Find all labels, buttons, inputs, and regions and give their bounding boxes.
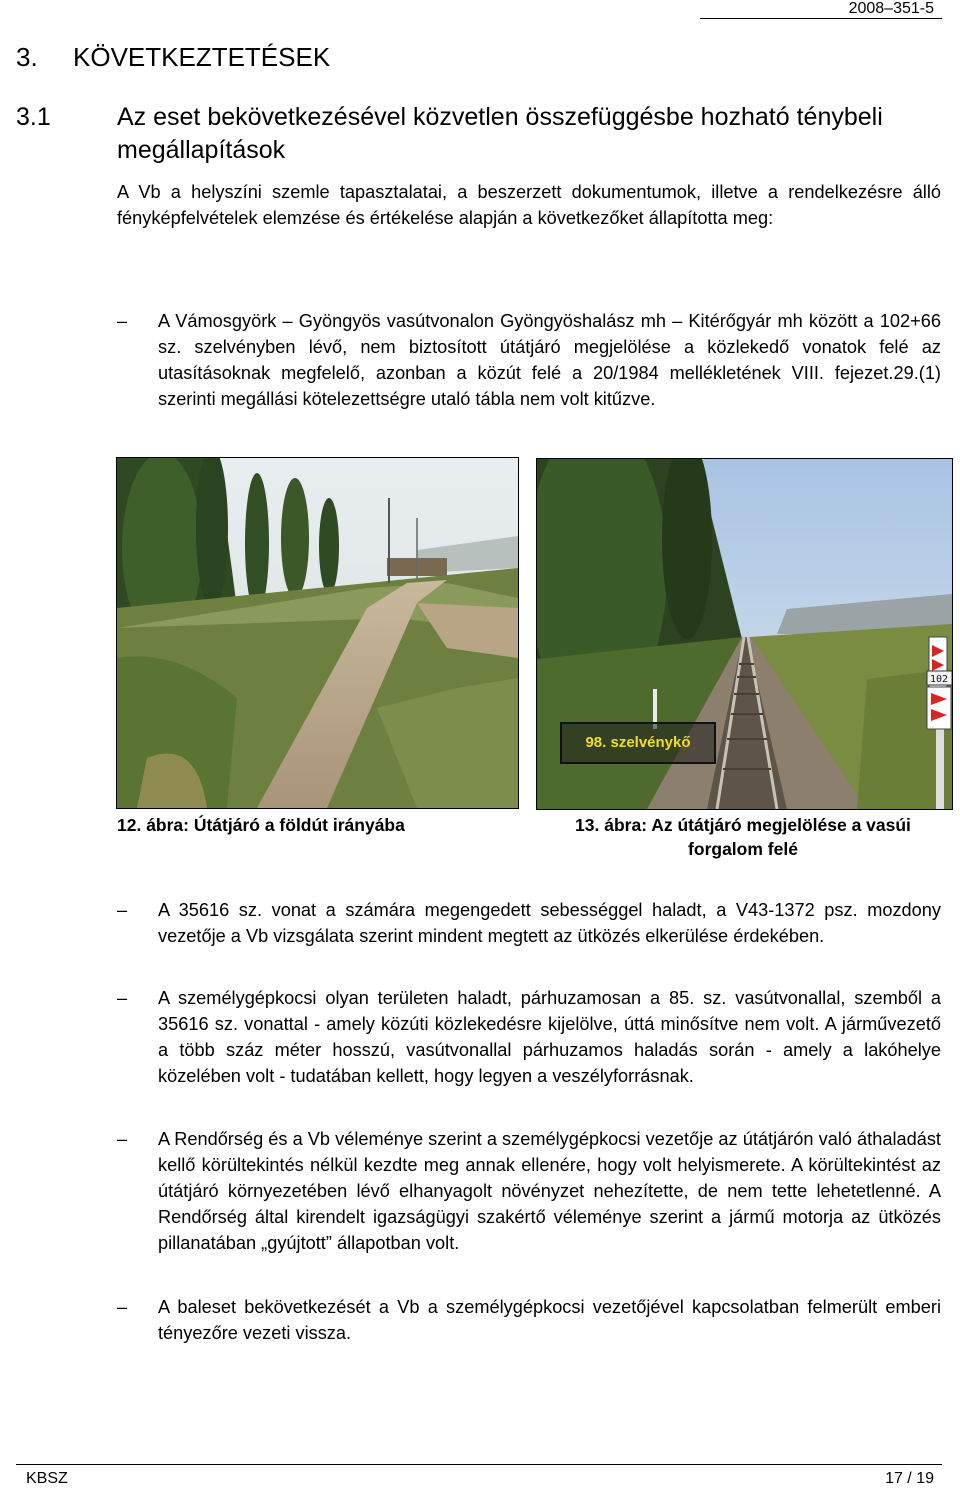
intro-paragraph: A Vb a helyszíni szemle tapasztalatai, a beszerzett dokumentumok, illetve a rendelkezésre álló fényképfelvételek elemzése és értékelése alapján a következőket állapította meg: [117, 182, 941, 228]
finding-item [117, 985, 941, 1089]
finding-item [117, 1126, 941, 1256]
bullet-dash: – [117, 1297, 128, 1317]
subsection-number: 3.1 [16, 103, 51, 131]
figure-12-photo [116, 457, 519, 809]
finding-item [117, 897, 941, 949]
bullet-dash: – [117, 311, 128, 331]
finding-text: A személygépkocsi olyan területen haladt, párhuzamosan a 85. sz. vasútvonallal, szemből a 35616 sz. vonattal - amely közúti közlekedésre kijelölve, úttá minősítve nem volt. A járművezető a több száz méter hosszú, vasútvonallal párhuzamos haladás során - amely a lakóhelye közelében volt - tudatában kellett, hogy legyen a veszélyforrásnak. [158, 988, 941, 1086]
finding-text: A Vámosgyörk – Gyöngyös vasútvonalon Gyöngyöshalász mh – Kitérőgyár mh között a 102+66 sz. szelvényben lévő, nem biztosított útátjáró megjelölése a közlekedő vonatok felé az utasításoknak megfelelő, azonban a közút felé a 20/1984 mellékletének VIII. fejezet.29.(1) szerinti megállási kötelezettségre utaló tábla nem volt kitűzve. [158, 311, 941, 409]
bullet-dash: – [117, 988, 128, 1008]
finding-item [117, 1294, 941, 1346]
milepost-label: 98. szelvénykő [560, 722, 716, 764]
section-title: KÖVETKEZTETÉSEK [73, 42, 331, 72]
section-heading [16, 42, 330, 73]
footer-rule [16, 1464, 942, 1465]
subsection-heading [16, 101, 946, 167]
bullet-dash: – [117, 900, 128, 920]
document-id: 2008–351-5 [848, 0, 934, 17]
finding-text: A Rendőrség és a Vb véleménye szerint a személygépkocsi vezetője az útátjárón való áthaladást kellő körültekintés nélkül kezdte meg annak ellenére, hogy volt helyismerete. A körültekintést az útátjáró környezetében lévő elhanyagolt növényzet nehezítette, de nem tette lehetetlenné. A Rendőrség által kirendelt igazságügyi szakértő véleménye szerint a jármű motorja az ütközés pillanatában „gyújtott” állapotban volt. [158, 1129, 941, 1253]
figure-12-caption: 12. ábra: Útátjáró a földút irányába [117, 815, 405, 835]
finding-text: A baleset bekövetkezését a Vb a személygépkocsi vezetőjével kapcsolatban felmerült emberi tényezőre vezeti vissza. [158, 1297, 941, 1343]
header-rule [700, 18, 942, 19]
subsection-title: Az eset bekövetkezésével közvetlen összefüggésbe hozható ténybeli megállapítások [117, 103, 883, 164]
page-number: 17 / 19 [885, 1470, 934, 1487]
figure-13-caption: 13. ábra: Az útátjáró megjelölése a vasúi forgalom felé [575, 815, 911, 859]
bullet-dash: – [117, 1129, 128, 1149]
section-number: 3. [16, 42, 38, 72]
km-sign-text: 102 [929, 674, 949, 685]
finding-item [117, 308, 941, 412]
footer-organization: KBSZ [26, 1470, 68, 1487]
finding-text: A 35616 sz. vonat a számára megengedett sebességgel haladt, a V43-1372 psz. mozdony vezetője a Vb vizsgálata szerint mindent megtett az ütközés elkerülése érdekében. [158, 900, 941, 946]
